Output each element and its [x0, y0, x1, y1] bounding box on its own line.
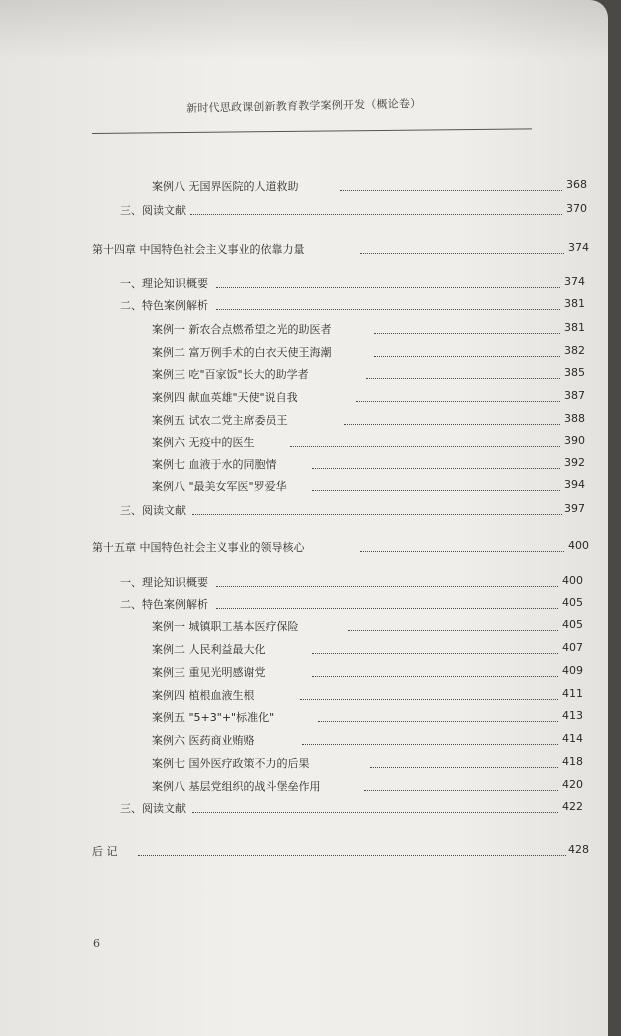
toc-page: 381	[564, 321, 585, 334]
toc-entry	[152, 389, 592, 407]
toc-leader	[302, 743, 558, 745]
toc-entry	[152, 709, 592, 727]
toc-entry	[120, 574, 590, 592]
toc-entry	[152, 412, 592, 430]
toc-label: 案例五 试农二党主席委员王	[152, 414, 288, 427]
toc-leader	[318, 720, 558, 722]
toc-page: 411	[562, 687, 583, 700]
toc-page: 388	[564, 412, 585, 425]
toc-page: 409	[562, 664, 583, 677]
toc-page: 405	[562, 618, 583, 631]
toc-page: 407	[562, 641, 583, 654]
toc-label: 案例六 无疫中的医生	[152, 436, 255, 449]
toc-label: 二、特色案例解析	[120, 299, 208, 312]
toc-leader	[348, 629, 558, 631]
toc-entry	[152, 478, 592, 496]
toc-entry	[152, 778, 592, 796]
toc-entry	[152, 178, 587, 196]
toc-label: 三、阅读文献	[120, 802, 186, 815]
toc-leader	[312, 675, 558, 677]
toc-entry	[120, 202, 587, 220]
toc-leader	[374, 332, 560, 334]
toc-leader	[192, 811, 558, 813]
toc-label: 案例一 城镇职工基本医疗保险	[152, 620, 299, 633]
toc-label: 二、特色案例解析	[120, 598, 208, 611]
toc-entry	[120, 800, 590, 818]
toc-entry	[152, 755, 592, 773]
toc-page: 368	[566, 178, 587, 191]
toc-label: 案例四 献血英雄"天使"说自我	[152, 391, 298, 404]
toc-leader	[216, 308, 560, 310]
toc-label: 一、理论知识概要	[120, 576, 208, 589]
toc-label: 案例六 医药商业贿赂	[152, 734, 255, 747]
toc-label: 案例三 重见光明感谢党	[152, 666, 266, 679]
toc-page: 397	[564, 502, 585, 515]
toc-page: 381	[564, 297, 585, 310]
toc-leader	[312, 489, 560, 491]
toc-entry	[152, 434, 592, 452]
toc-page: 390	[564, 434, 585, 447]
toc-leader	[370, 766, 558, 768]
toc-entry	[152, 366, 592, 384]
toc-leader	[356, 400, 560, 402]
toc-leader	[312, 467, 560, 469]
toc-page: 385	[564, 366, 585, 379]
running-header: 新时代思政课创新教育教学案例开发（概论卷）	[186, 97, 422, 115]
toc-entry	[152, 618, 592, 636]
toc-page: 428	[568, 843, 589, 856]
toc-page: 420	[562, 778, 583, 791]
toc-leader	[138, 854, 566, 856]
toc-page: 414	[562, 732, 583, 745]
toc-page: 394	[564, 478, 585, 491]
toc-entry	[152, 321, 592, 339]
toc-label: 一、理论知识概要	[120, 277, 208, 290]
toc-label: 案例八 基层党组织的战斗堡垒作用	[152, 780, 321, 793]
toc-label: 案例一 新农合点燃希望之光的助医者	[152, 323, 332, 336]
toc-entry	[152, 687, 592, 705]
toc-entry	[120, 297, 590, 315]
toc-label: 第十五章 中国特色社会主义事业的领导核心	[92, 541, 305, 554]
toc-leader	[360, 252, 564, 254]
toc-leader	[344, 423, 560, 425]
toc-leader	[300, 698, 558, 700]
toc-label: 案例二 人民利益最大化	[152, 643, 266, 656]
toc-leader	[216, 607, 558, 609]
toc-entry	[152, 641, 592, 659]
toc-label: 案例八 "最美女军医"罗爱华	[152, 480, 287, 493]
toc-leader	[366, 377, 560, 379]
page-number: 6	[93, 937, 100, 950]
toc-chapter	[92, 539, 592, 557]
toc-leader	[190, 213, 562, 215]
toc-label: 案例三 吃"百家饭"长大的助学者	[152, 368, 309, 381]
toc-entry	[120, 502, 590, 520]
toc-leader	[364, 789, 558, 791]
toc-entry	[152, 732, 592, 750]
toc-leader	[312, 652, 558, 654]
toc-page: 400	[568, 539, 589, 552]
toc-label: 三、阅读文献	[120, 504, 186, 517]
toc-label: 案例五 "5+3"+"标准化"	[152, 711, 275, 724]
toc-leader	[374, 355, 560, 357]
toc-entry	[120, 275, 590, 293]
toc-label: 第十四章 中国特色社会主义事业的依靠力量	[92, 243, 305, 256]
toc-entry	[152, 456, 592, 474]
toc-leader	[340, 189, 562, 191]
toc-entry	[152, 344, 592, 362]
toc-page: 413	[562, 709, 583, 722]
toc-page: 400	[562, 574, 583, 587]
toc-label: 案例二 富万例手术的白衣天使王海潮	[152, 346, 332, 359]
toc-page: 382	[564, 344, 585, 357]
toc-entry	[120, 596, 590, 614]
toc-page: 374	[564, 275, 585, 288]
toc-chapter	[92, 241, 592, 259]
toc-label: 案例七 国外医疗政策不力的后果	[152, 757, 310, 770]
toc-leader	[216, 585, 558, 587]
toc-label: 案例八 无国界医院的人道救助	[152, 180, 299, 193]
toc-leader	[360, 550, 564, 552]
toc-entry	[152, 664, 592, 682]
header-rule	[92, 128, 532, 134]
toc-label: 后 记	[92, 845, 118, 858]
toc-label: 三、阅读文献	[120, 204, 186, 217]
toc-label: 案例四 植根血液生根	[152, 689, 255, 702]
toc-page: 418	[562, 755, 583, 768]
toc-page: 422	[562, 800, 583, 813]
toc-page: 392	[564, 456, 585, 469]
toc-page: 370	[566, 202, 587, 215]
toc-leader	[192, 513, 562, 515]
toc-page: 374	[568, 241, 589, 254]
toc-label: 案例七 血液于水的同胞情	[152, 458, 277, 471]
toc-page: 387	[564, 389, 585, 402]
toc-leader	[290, 445, 560, 447]
toc-chapter	[92, 843, 592, 861]
toc-leader	[216, 286, 560, 288]
toc-page: 405	[562, 596, 583, 609]
